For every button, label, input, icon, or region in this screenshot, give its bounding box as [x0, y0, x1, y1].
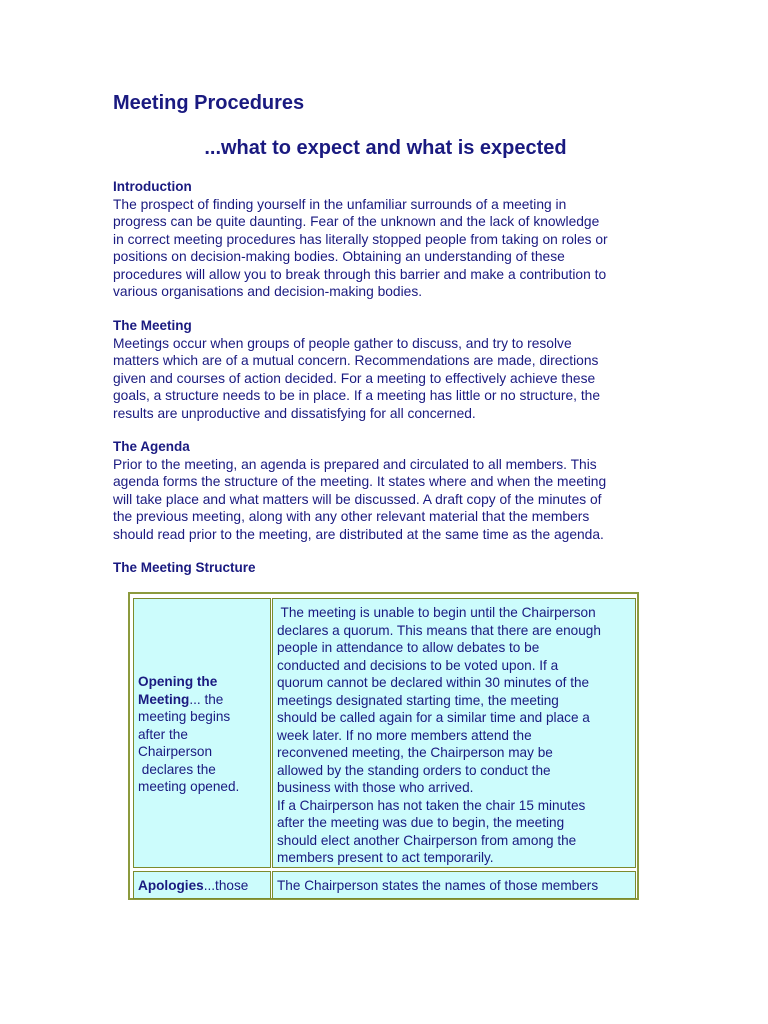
section-the-agenda [113, 438, 661, 543]
description-line: people in attendance to allow debates to be [277, 640, 540, 655]
paragraph-line: matters which are of a mutual concern. Recommendations are made, directions [113, 353, 599, 368]
paragraph-line: results are unproductive and dissatisfying for all concerned. [113, 405, 476, 421]
term-text: Meeting [138, 691, 190, 707]
page-subtitle: ...what to expect and what is expected [204, 137, 567, 159]
term-text: meeting begins [138, 709, 231, 724]
description-line: The meeting is unable to begin until the Chairperson [277, 605, 596, 620]
description-line: should be called again for a similar time and place a [277, 710, 590, 725]
page-title: Meeting Procedures [113, 92, 305, 114]
paragraph-line: The prospect of finding yourself in the unfamiliar surrounds of a meeting in [113, 196, 567, 212]
table-cell-description [272, 871, 636, 899]
table-cell-term [133, 598, 271, 868]
paragraph-line: agenda forms the structure of the meeting. It states where and when the meeting [113, 474, 607, 489]
table-cell-term [133, 871, 271, 899]
paragraph-line: Meetings occur when groups of people gather to discuss, and try to resolve [113, 335, 572, 351]
paragraph-line: Prior to the meeting, an agenda is prepared and circulated to all members. This [113, 456, 597, 472]
section-heading: Introduction [113, 179, 192, 194]
term-text: meeting opened. [138, 779, 240, 794]
paragraph-line: procedures will allow you to break through this barrier and make a contribution to [113, 266, 607, 282]
description-line: week later. If no more members attend the [277, 727, 532, 743]
structure-heading: The Meeting Structure [113, 560, 256, 575]
paragraph-line: the previous meeting, along with any other relevant material that the members [113, 509, 590, 524]
description-line: reconvened meeting, the Chairperson may be [277, 745, 553, 760]
paragraph-line: given and courses of action decided. For a meeting to effectively achieve these [113, 370, 596, 386]
description-line: meetings designated starting time, the meeting [277, 692, 559, 708]
term-text: Apologies [138, 878, 204, 893]
description-line: should elect another Chairperson from among the [277, 832, 577, 848]
paragraph-line: positions on decision-making bodies. Obtaining an understanding of these [113, 249, 565, 264]
term-text: Opening the [138, 674, 218, 689]
paragraph-line: will take place and what matters will be discussed. A draft copy of the minutes of [113, 491, 602, 507]
description-line: declares a quorum. This means that there are enough [277, 622, 601, 638]
section-introduction [113, 178, 661, 301]
paragraph-line: various organisations and decision-making bodies. [113, 284, 423, 299]
table-cell-description [272, 598, 636, 868]
description-line: conducted and decisions to be voted upon. If a [277, 657, 559, 673]
paragraph-line: should read prior to the meeting, are distributed at the same time as the agenda. [113, 526, 604, 542]
description-line: members present to act temporarily. [277, 850, 494, 865]
term-text: declares the [138, 761, 216, 777]
section-the-meeting [113, 317, 661, 422]
term-text: ...those [203, 878, 249, 893]
paragraph-line: in correct meeting procedures has literally stopped people from taking on roles or [113, 231, 608, 247]
description-line: If a Chairperson has not taken the chair 15 minutes [277, 797, 586, 813]
paragraph-line: progress can be quite daunting. Fear of the unknown and the lack of knowledge [113, 214, 600, 229]
description-line: quorum cannot be declared within 30 minutes of the [277, 675, 590, 690]
meeting-structure-table [128, 592, 639, 900]
description-line: The Chairperson states the names of those members [277, 878, 599, 893]
description-line: after the meeting was due to begin, the meeting [277, 815, 565, 830]
description-line: allowed by the standing orders to conduct the [277, 762, 551, 778]
section-heading: The Meeting [113, 318, 192, 333]
section-heading: The Agenda [113, 439, 190, 454]
term-text: after the [138, 726, 188, 742]
description-line: business with those who arrived. [277, 780, 474, 795]
term-text: Chairperson [138, 744, 213, 759]
term-text: ... the [189, 691, 224, 707]
paragraph-line: goals, a structure needs to be in place. If a meeting has little or no structure, the [113, 388, 600, 403]
